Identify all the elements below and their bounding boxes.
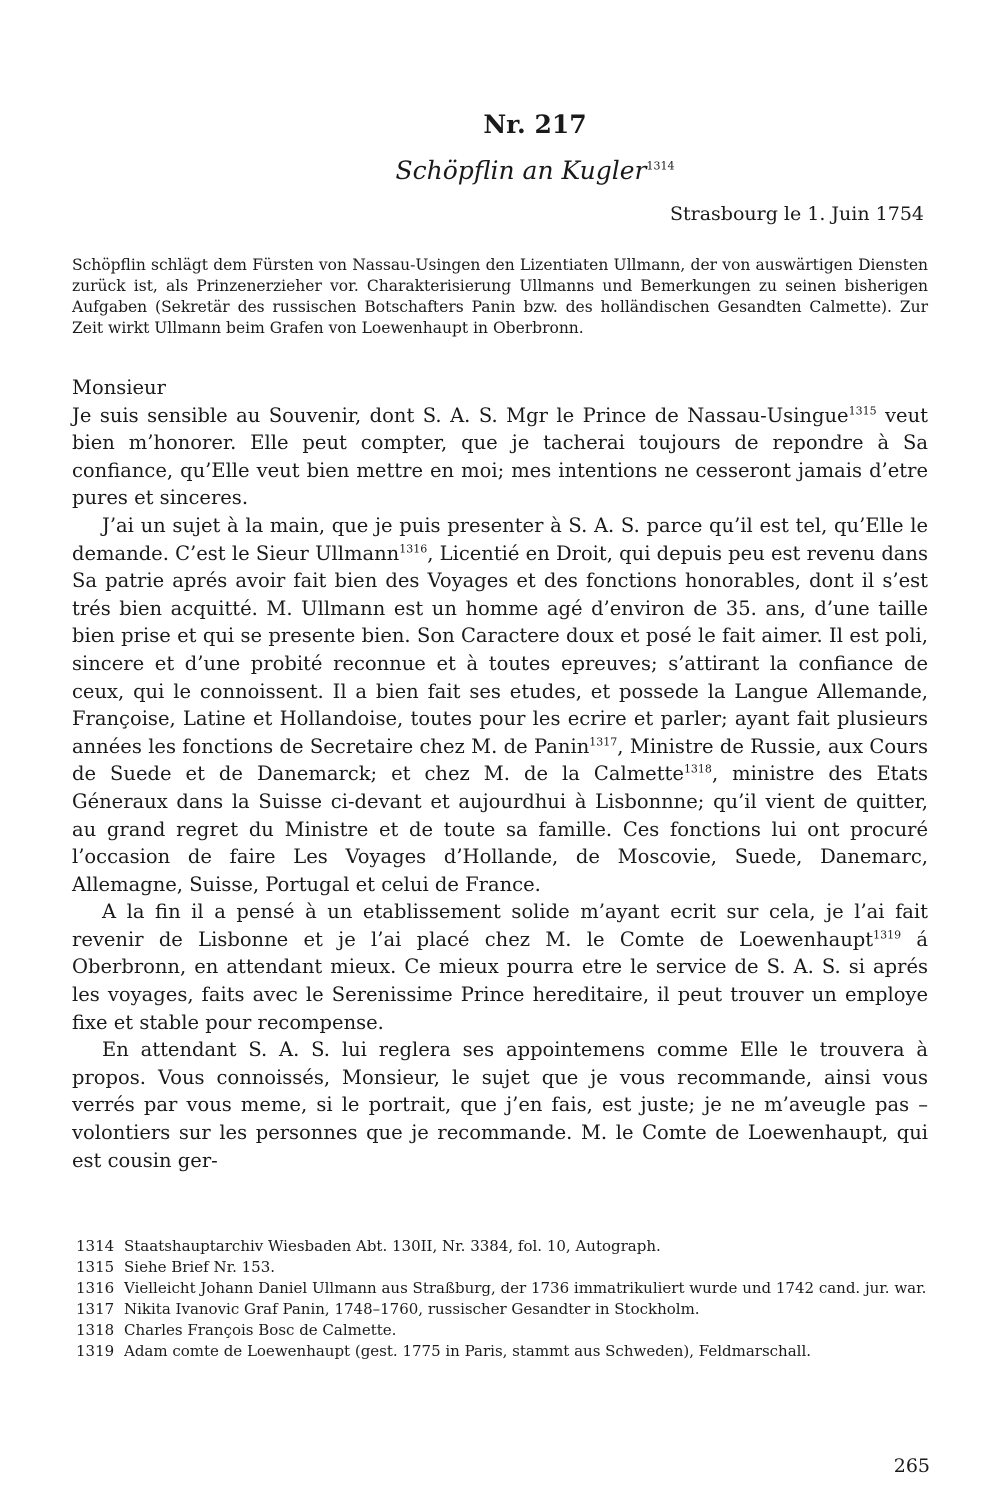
footnote-ref[interactable]: 1315: [848, 404, 877, 418]
footnote-number: 1316: [76, 1279, 115, 1297]
letter-title-text: Schöpflin an Kugler: [395, 156, 647, 185]
footnote: [76, 1257, 932, 1278]
text-run: á Oberbronn, en attendant mieux. Ce mieux pourra etre le service de S. A. S. si aprés les voyages, faits avec le Serenissime Prince hereditaire, il peut trouver un employe fixe et stable pour recompense.: [72, 927, 928, 1034]
footnote: [76, 1341, 932, 1362]
text-run: , Ministre de Russie, aux Cours de Suede et de Danemarck; et chez M. de la Calmette: [72, 734, 928, 786]
dateline: Strasbourg le 1. Juin 1754: [669, 203, 924, 225]
footnote-text: Staatshauptarchiv Wiesbaden Abt. 130II, Nr. 3384, fol. 10, Autograph.: [124, 1237, 661, 1255]
salutation: Monsieur: [72, 376, 166, 399]
footnote-ref[interactable]: 1318: [683, 762, 712, 776]
text-run: , ministre des Etats Géneraux dans la Suisse ci-devant et aujourdhui à Lisbonnne; qu’il vient de quitter, au grand regret du Ministre et de toute sa famille. Ces fonctions lui ont procuré l’occasion de faire Les Voyages d’Hollande, de Moscovie, Suede, Danemarc, Allemagne, Suisse, Portugal et celui de France.: [72, 762, 928, 896]
footnote-ref[interactable]: 1317: [589, 735, 618, 749]
footnote-text: Charles François Bosc de Calmette.: [124, 1321, 397, 1339]
footnote: [76, 1236, 932, 1257]
letter-paragraph-4: En attendant S. A. S. lui reglera ses appointemens comme Elle le trouvera à propos. Vous connoissés, Monsieur, le sujet que je vous recommande, ainsi vous verrés par vous meme, si le portrait, que j’en fais, est juste; je ne m’aveugle pas – volontiers sur les personnes que je recommande. M. le Comte de Loewenhaupt, qui est cousin ger-: [72, 1038, 928, 1172]
footnote-number: 1315: [76, 1258, 115, 1276]
text-run: veut bien m’honorer. Elle peut compter, que je tacherai toujours de repondre à Sa confiance, qu’Elle veut bien mettre en moi; mes intentions ne cesseront jamais d’etre pures et sinceres.: [72, 403, 928, 510]
footnote: [76, 1278, 932, 1299]
letter-paragraph-1: [72, 402, 928, 512]
footnote: [76, 1299, 932, 1320]
footnote-number: 1319: [76, 1342, 115, 1360]
letter-paragraph-3: [72, 898, 928, 1036]
text-run: A la fin il a pensé à un etablissement solide m’ayant ecrit sur cela, je l’ai fait revenir de Lisbonne et je l’ai placé chez M. le Comte de Loewenhaupt: [72, 900, 928, 951]
footnotes: [76, 1236, 932, 1362]
letter-number: Nr. 217: [483, 110, 587, 139]
page-number: 265: [893, 1455, 930, 1477]
footnote-number: 1317: [76, 1300, 115, 1318]
footnote-number: 1318: [76, 1321, 115, 1339]
footnote: [76, 1320, 932, 1341]
text-run: , Licentié en Droit, qui depuis peu est revenu dans Sa patrie aprés avoir fait bien des Voyages et des fonctions honorables, dont il s’est trés bien acquitté. M. Ullmann est un homme agé d’environ de 35. ans, d’une taille bien prise et qui se presente bien. Son Caractere doux et posé le fait aimer. Il est poli, sincere et d’une probité reconnue et à toutes epreuves; s’attirant la confiance de ceux, qui le connoissent. Il a bien fait ses etudes, et possede la Langue Allemande, Françoise, Latine et Hollandoise, toutes pour les ecrire et parler; ayant fait plusieurs années les fonctions de Secretaire chez M. de Panin: [72, 541, 928, 758]
letter-paragraph-2: [72, 512, 928, 898]
letter-body: [72, 374, 928, 1174]
footnote-number: 1314: [76, 1237, 115, 1255]
footnote-ref[interactable]: 1319: [873, 928, 902, 942]
footnote-text: Nikita Ivanovic Graf Panin, 1748–1760, russischer Gesandter in Stockholm.: [124, 1300, 700, 1318]
footnote-text: Siehe Brief Nr. 153.: [124, 1258, 276, 1276]
text-run: J’ai un sujet à la main, que je puis presenter à S. A. S. parce qu’il est tel, qu’Elle le demande. C’est le Sieur Ullmann: [72, 513, 928, 565]
text-run: Je suis sensible au Souvenir, dont S. A. S. Mgr le Prince de Nassau-Usingue: [72, 403, 849, 427]
editorial-summary: Schöpflin schlägt dem Fürsten von Nassau-Usingen den Lizentiaten Ullmann, der von auswärtigen Diensten zurück ist, als Prinzenerzieher vor. Charakterisierung Ullmanns und Bemerkungen zu seinen bisherigen Aufgaben (Sekretär des russischen Botschafters Panin bzw. des holländischen Gesandten Calmette). Zur Zeit wirkt Ullmann beim Grafen von Loewenhaupt in Oberbronn.: [72, 256, 928, 337]
footnote-text: Vielleicht Johann Daniel Ullmann aus Straßburg, der 1736 immatrikuliert wurde und 1742 cand. jur. war.: [124, 1279, 927, 1297]
footnote-text: Adam comte de Loewenhaupt (gest. 1775 in Paris, stammt aus Schweden), Feldmarschall.: [124, 1342, 812, 1360]
footnote-ref[interactable]: 1316: [399, 542, 428, 556]
footnote-ref[interactable]: 1314: [646, 159, 675, 173]
letter-title: [0, 156, 1000, 185]
